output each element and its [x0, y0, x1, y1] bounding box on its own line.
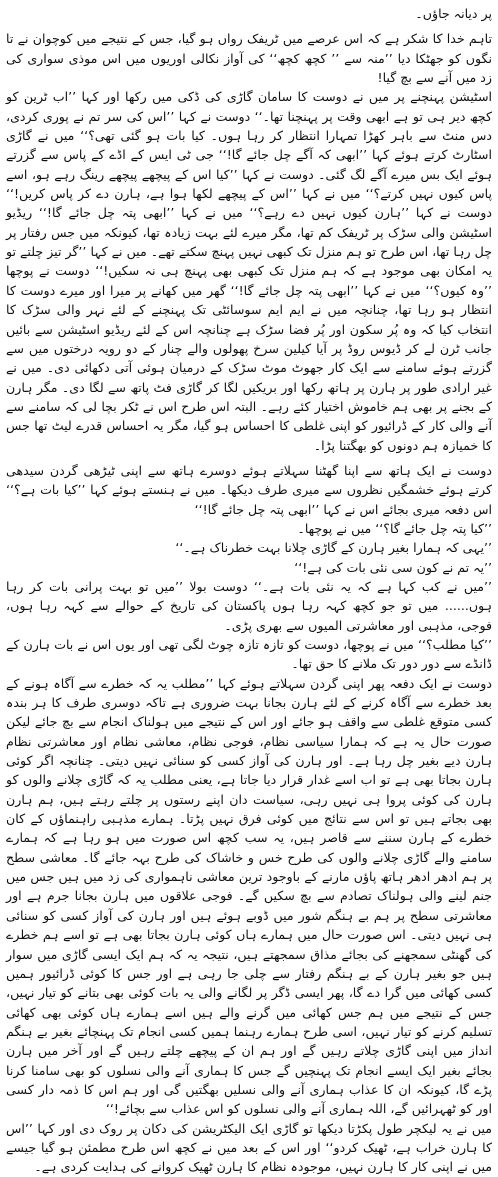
paragraph-3: اسٹیشن پہنچنے پر میں نے دوست کا سامان گاڑی کی ڈکی میں رکھا اور کہا ’’اب ٹرین کو کچھ دیر ہی تو ہے ابھی وقت پر پہنچنا تھا۔‘‘ دوست نے کہا ’’اس کی سر تم نے پوری کردی، دس منٹ سے باہر کھڑا تمہارا انتظار کر رہا ہوں۔ کیا بات ہو گئی تھی؟‘‘ میں نے گاڑی اسٹارٹ کرتے ہوئے کہا ’’ابھی کہ آگے چل جائے گا!‘‘ جی ٹی ایس کے اڈے کے پاس سے گزرتے ہوئے ایک بس میرے آگے لگ گئی۔ دوست نے کہا ’’کیا اس کے پیچھے پیچھے رینگ رہے ہو، اسے پاس کیوں نہیں کرتے؟‘‘ میں نے کہا ’’اس کے پیچھے لکھا ہوا ہے، ہارن دے کر پاس کریں!‘‘ دوست نے کہا ’’ہارن کیوں نہیں دے رہے؟‘‘ میں نے کہا ’’ابھی پتہ چل جائے گا!‘‘ ریڈیو اسٹیشن والی سڑک پر ٹریفک کم تھا، مگر میرے لئے بہت زیادہ تھا، کیونکہ میں جس رفتار پر چل رہا تھا، اس طرح تو ہم منزل تک کبھی نہیں پہنچ سکتے تھے۔ میں نے کہا ’’گر تیز چلتے تو یہ امکان بھی موجود ہے کہ ہم منزل تک کبھی بھی پہنچ ہی نہ سکیں!‘‘ دوست نے پوچھا ’’وہ کیوں؟‘‘ میں نے کہا ’’ابھی پتہ چل جائے گا!‘‘ گھر میں کھانے پر میرا اور میرے دوست کا انتظار ہو رہا تھا، چنانچہ میں نے ایم ایم سوسائٹی تک پہنچنے کے لئے نہر والی سڑک کا انتخاب کیا کہ وہ پُر سکون اور پُر فضا سڑک ہے چنانچہ اس کے لئے ریڈیو اسٹیشن سے بائیں جانب ٹرن لے کر ڈیوس روڈ پر آیا کیلین سرخ پھولوں والے چنار کے دو رویہ درختوں میں سے گزرتے ہوئے سامنے سے ایک کار جھوٹ موٹ سڑک کے درمیان ہوئی آتی دکھائی دی۔ میں نے غیر ارادی طور پر ہارن پر ہاتھ رکھا اور بریکیں لگا کر گاڑی فٹ پاتھ سے لگا دی۔ مگر ہارن کے بجنے پر بھی ہم خاموش اختیار کئے رہے۔ البتہ اس طرح اس نے ٹکر بچا لی کہ سامنے سے آنے والی کار کے ڈرائیور کو اپنی غلطی کا احساس ہو گیا، مگر یہ احساس قدرے لیٹ تھا جس کا خمیازہ ہم دونوں کو بھگتنا پڑا۔: [6, 89, 492, 453]
paragraph-6: ’’یہی کہ ہمارا بغیر ہارن کے گاڑی چلانا بہت خطرناک ہے۔‘‘: [175, 540, 492, 556]
paragraph-10: دوست نے ایک دفعہ پھر اپنی گردن سہلاتے ہوئے کہا ’’مطلب یہ کہ خطرے سے آگاہ ہونے کے بعد خطرے سے آگاہ کرنے کے لئے ہارن بجانا بہت ضروری ہے تاکہ دوسری طرف کا ہر بندہ کسی متوقع غلطی سے واقف ہو جائے اور اس کے نتیجے میں ہولناک انجام سے بچ جائے لیکن صورت حال یہ ہے کہ ہمارا سیاسی نظام، فوجی نظام، معاشی نظام اور معاشرتی نظام ہارن دیے بغیر چل رہا ہے۔ اور ہارن کی آواز کسی کو سنائی نہیں دیتی۔ چنانچہ اگر کوئی ہارن بجاتا بھی ہے تو اب اسے غدار قرار دیا جاتا ہے، یعنی مطلب یہ کہ گاڑی چلانے والوں کو ہارن کی کوئی پروا ہی نہیں رہی، سیاست دان اپنے رستوں پر چلتے رہتے ہیں، ہم ہارن بھی بجاتے ہیں تو اس سے نتائج میں کوئی فرق نہیں پڑتا۔ ہمارے مذہبی راہنماؤں کے کان خطرے کے ہارن سننے سے قاصر ہیں، یہ سب کچھ اس صورت میں ہو رہا ہے کہ ہمارے سامنے والے گاڑی چلانے والوں کی طرح خس و خاشاک کی طرح بہہ جائے گا۔ معاشی سطح پر ہم ادھر ادھر ہاتھ پاؤں مارنے کے باوجود ترین معاشی ناہمواری کی زد میں ہیں جس میں جنم لینے والی ہولناک تصادم سے بچ سکیں گے۔ فوجی علاقوں میں ہارن بجانا جرم ہے اور معاشرتی سطح پر ہم بے ہنگم شور میں ڈوبے ہوئے ہیں اور ہارن کی آواز کسی کو سنائی ہی نہیں دیتی۔ اس صورت حال میں ہمارے ہاں کوئی ہارن بجاتا بھی ہے تو اسے ہم خطرے کی گھنٹی سمجھنے کی بجائے مذاق سمجھتے ہیں، نتیجہ یہ کہ ہم ایک ایسی گاڑی میں سوار ہیں جو بغیر ہارن کے بے ہنگم رفتار سے چلی جا رہی ہے اور جس کا کوئی ڈرائیور ہمیں کسی کھائی میں گرا دے گا، پھر ایسی ڈگر پر لگانے والی یہ بات کوئی بھی بتانے کو تیار نہیں، جس کے نتیجے میں ہم جس کھائی میں گرنے والے ہیں اسے ہمارے ہاں کوئی بھی کھائی تسلیم کرنے کو تیار نہیں، اسی طرح ہمارے رہنما ہمیں کسی انجام تک پہنچائے بغیر بے ہنگم انداز میں اپنی گاڑی چلاتے رہیں گے اور ہم ان کے پیچھے چلتے رہیں گے اور آخر میں ہارن بجائے بغیر ایک ایسے انجام تک پہنچیں گے جس کا ہماری آنے والی نسلوں کو بھی سامنا کرنا پڑے گا، کیونکہ ان کا عذاب ہماری آنے والی نسلیں بھگتیں گی اور ہم اس کا ذمہ دار کسی اور کو ٹھہرائیں گے، اللہ ہماری آنے والی نسلوں کو اس عذاب سے بچائے!‘‘: [6, 675, 492, 1117]
paragraph-2: تاہم خدا کا شکر ہے کہ اس عرصے میں ٹریفک رواں ہو گیا، جس کے نتیجے میں کوچوان نے تا نگوں کو جھٹکا دیا ’’منہ سے ’’ کچھ کچھ‘‘ کی آواز نکالی اوریوں میں اس موذی سواری کی زد میں آنے سے بچ گیا!: [6, 31, 492, 86]
paragraph-1: پر دیانہ جاؤں۔: [415, 6, 492, 21]
paragraph-11: میں نے یہ لیکچر طول پکڑتا دیکھا تو گاڑی ایک الیکٹریشن کی دکان پر روک دی اور کہا ’’اس کا ہارن خراب ہے، ٹھیک کردو‘‘ اور اس کے بعد میں نے کچھ اس طرح مطمئن ہو گیا جیسے میں نے اپنی کار کا ہارن نہیں، موجودہ نظام کا ہارن ٹھیک کروانے کی ہدایت کردی ہے۔: [6, 1120, 492, 1175]
paragraph-8: ’’میں نے کب کہا ہے کہ یہ نئی بات ہے۔‘‘ دوست بولا ’’میں تو بہت پرانی بات کر رہا ہوں...... میں تو جو کچھ کہہ رہا ہوں پاکستان کی تاریخ کے حوالے سے کہہ رہا ہوں، فوجی، مذہبی اور معاشرتی المیوں سے بھری پڑی۔: [6, 578, 492, 633]
paragraph-4: دوست نے ایک ہاتھ سے اپنا گھٹنا سہلاتے ہوئے دوسرے ہاتھ سے اپنی ٹیڑھی گردن سیدھی کرتے ہوئے خشمگیں نظروں سے میری طرف دیکھا۔ میں نے ہنستے ہوئے کہا ’’کیا بات ہے؟‘‘ اس دفعہ میری بجائے اس نے کہا ’’ابھی پتہ چل جائے گا!‘‘: [6, 462, 492, 517]
paragraph-5: ’’کیا پتہ چل جائے گا؟‘‘ میں نے پوچھا۔: [297, 520, 492, 536]
paragraph-7: ’’یہ تم نے کون سی نئی بات کی ہے!‘‘: [294, 559, 492, 575]
paragraph-9: ’’کیا مطلب؟‘‘ میں نے پوچھا، دوست کو تازہ تازہ چوٹ لگی تھی اور یوں اس نے بات ہارن کے ڈانڈے سے دور دور تک ملانے کا حق تھا۔: [6, 637, 492, 672]
